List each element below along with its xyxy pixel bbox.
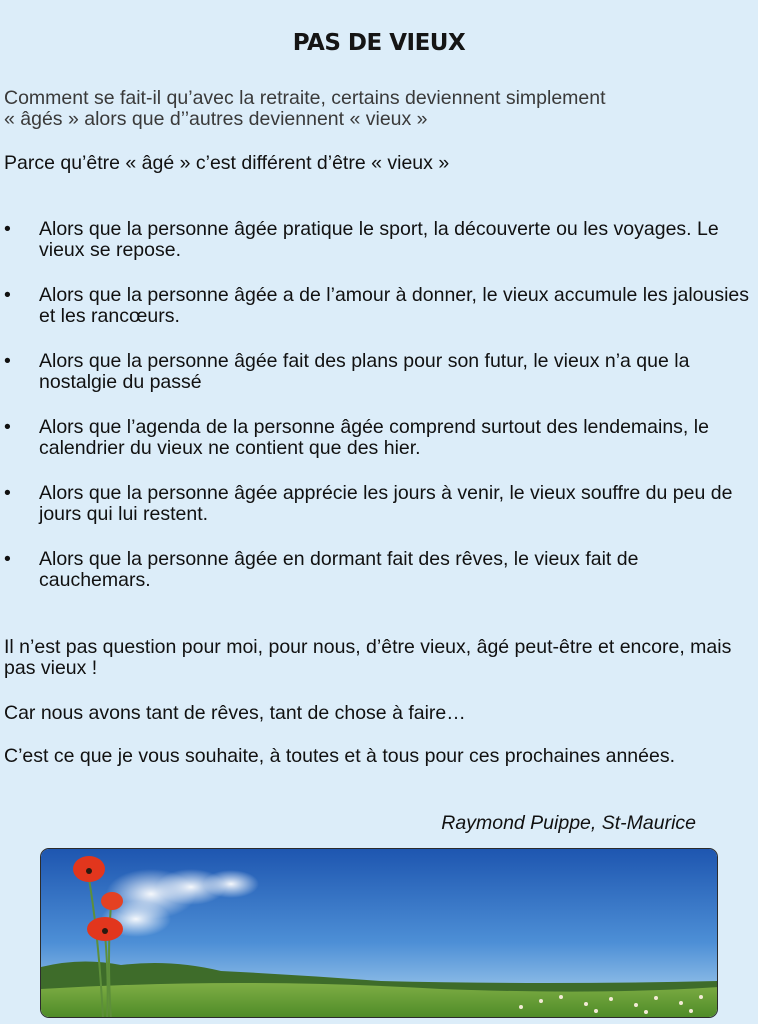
author-signature: Raymond Puippe, St-Maurice bbox=[441, 812, 696, 834]
list-item-text: Alors que la personne âgée apprécie les jours à venir, le vieux souffre du peu de jours qui lui restent. bbox=[39, 482, 733, 525]
bullet-icon: • bbox=[4, 482, 11, 504]
list-item bbox=[0, 483, 758, 525]
list-item-text: Alors que la personne âgée pratique le sport, la découverte ou les voyages. Le vieux se repose. bbox=[39, 218, 719, 261]
closing-paragraph-2: Car nous avons tant de rêves, tant de chose à faire… bbox=[4, 702, 466, 724]
bullet-icon: • bbox=[4, 218, 11, 240]
closing-paragraph-3: C’est ce que je vous souhaite, à toutes et à tous pour ces prochaines années. bbox=[4, 745, 676, 767]
list-item bbox=[0, 285, 758, 327]
intro-paragraph bbox=[4, 88, 744, 130]
bullet-icon: • bbox=[4, 350, 11, 372]
list-item bbox=[0, 417, 758, 459]
list-item bbox=[0, 549, 758, 591]
list-item-text: Alors que la personne âgée fait des plans pour son futur, le vieux n’a que la nostalgie du passé bbox=[39, 350, 690, 393]
intro-line-1: Comment se fait-il qu’avec la retraite, certains deviennent simplement bbox=[4, 87, 606, 109]
list-item-text: Alors que la personne âgée en dormant fait des rêves, le vieux fait de cauchemars. bbox=[39, 548, 639, 591]
list-item bbox=[0, 351, 758, 393]
comparison-list bbox=[0, 219, 758, 615]
bullet-icon: • bbox=[4, 284, 11, 306]
lead-sentence: Parce qu’être « âgé » c’est différent d’être « vieux » bbox=[4, 152, 450, 174]
bullet-icon: • bbox=[4, 416, 11, 438]
intro-line-2: « âgés » alors que d’’autres deviennent « vieux » bbox=[4, 108, 428, 130]
page-title: PAS DE VIEUX bbox=[292, 30, 466, 56]
list-item-text: Alors que l’agenda de la personne âgée comprend surtout des lendemains, le calendrier du vieux ne contient que des hier. bbox=[39, 416, 709, 459]
poppy-meadow-icon bbox=[41, 849, 718, 1018]
closing-paragraph-1: Il n’est pas question pour moi, pour nous, d’être vieux, âgé peut-être et encore, mais pas vieux ! bbox=[4, 636, 732, 679]
poppy-meadow-image bbox=[40, 848, 718, 1018]
cloud-shape bbox=[203, 870, 259, 898]
bullet-icon: • bbox=[4, 548, 11, 570]
list-item bbox=[0, 219, 758, 261]
list-item-text: Alors que la personne âgée a de l’amour à donner, le vieux accumule les jalousies et les rancœurs. bbox=[39, 284, 750, 327]
